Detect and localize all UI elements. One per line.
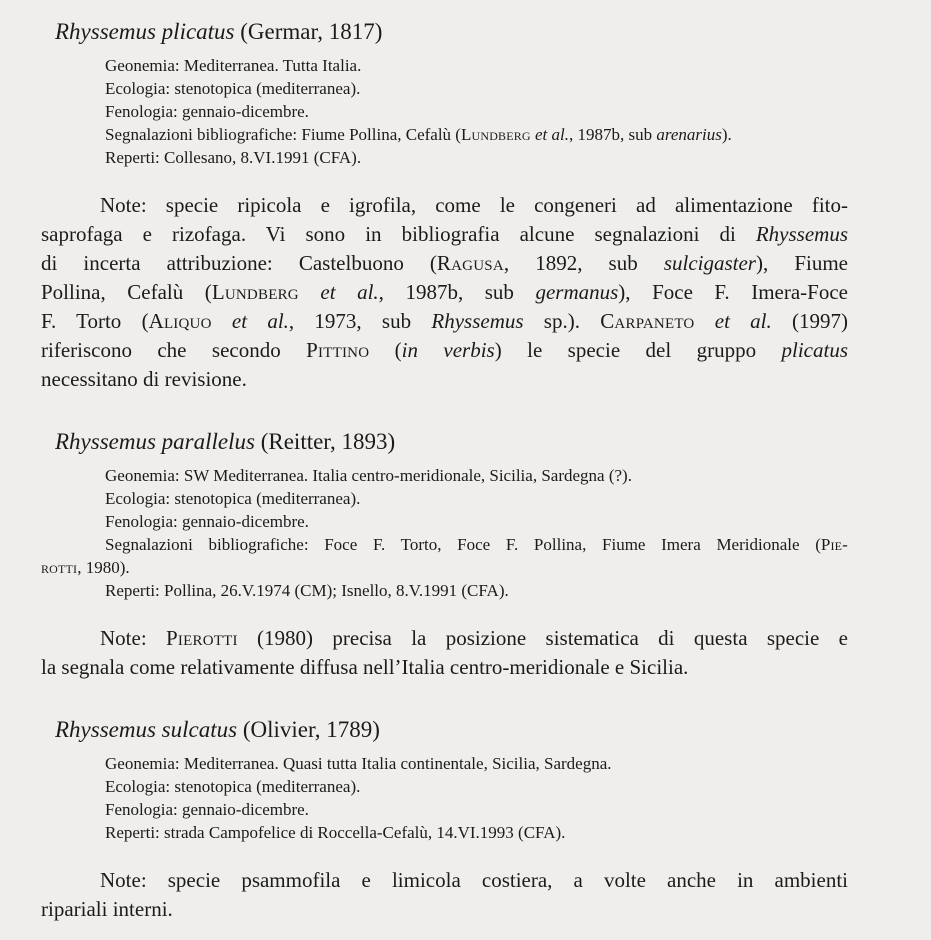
regular-text: ), Fiume	[755, 251, 848, 275]
regular-text: ), Foce F. Imera-Foce	[618, 280, 848, 304]
text-line	[41, 895, 848, 924]
species-entry	[41, 428, 848, 682]
detail-paragraph	[41, 464, 848, 487]
detail-paragraph	[41, 487, 848, 510]
species-heading	[55, 428, 848, 456]
regular-text: Ecologia: stenotopica (mediterranea).	[105, 777, 361, 796]
text-line	[41, 533, 848, 556]
regular-text: Geonemia: SW Mediterranea. Italia centro-meridionale, Sicilia, Sardegna (?).	[105, 466, 632, 485]
regular-text: Reperti: strada Campofelice di Roccella-Cefalù, 14.VI.1993 (CFA).	[105, 823, 566, 842]
species-note-paragraph	[41, 624, 848, 682]
text-line	[41, 146, 848, 169]
smallcaps-author-name: Carpaneto	[600, 309, 695, 333]
regular-text: (1997)	[771, 309, 848, 333]
regular-text: , 1892, sub	[503, 251, 664, 275]
detail-paragraph	[41, 77, 848, 100]
text-line	[41, 278, 848, 307]
italic-text: in verbis	[401, 338, 495, 362]
italic-text: Rhyssemus	[431, 309, 524, 333]
smallcaps-author-name: Lundberg	[460, 125, 531, 144]
regular-text: Segnalazioni bibliografiche: Fiume Pollina, Cefalù (	[105, 125, 461, 144]
regular-text: F. Torto (	[41, 309, 149, 333]
regular-text: , 1987b, sub	[568, 125, 657, 144]
italic-text: Rhyssemus sulcatus	[55, 717, 238, 742]
smallcaps-author-name: Pittino	[306, 338, 370, 362]
italic-text: Rhyssemus	[755, 222, 848, 246]
regular-text: ) le specie del gruppo	[494, 338, 782, 362]
regular-text: Fenologia: gennaio-dicembre.	[105, 800, 309, 819]
species-details	[41, 752, 848, 844]
regular-text: saprofaga e rizofaga. Vi sono in bibliografia alcune segnalazioni di	[41, 222, 756, 246]
regular-text: (Olivier, 1789)	[237, 717, 380, 742]
regular-text: Ecologia: stenotopica (mediterranea).	[105, 79, 361, 98]
text-line	[41, 100, 848, 123]
regular-text: la segnala come relativamente diffusa nell’Italia centro-meridionale e Sicilia.	[41, 655, 689, 679]
text-line	[41, 336, 848, 365]
regular-text: (Reitter, 1893)	[254, 429, 396, 454]
italic-text: et al.	[231, 309, 289, 333]
detail-paragraph	[41, 579, 848, 602]
italic-text: et al.	[714, 309, 772, 333]
text-line	[41, 307, 848, 336]
text-line	[41, 365, 848, 394]
text-line	[41, 752, 848, 775]
text-line	[41, 54, 848, 77]
regular-text: (	[369, 338, 402, 362]
text-line	[41, 798, 848, 821]
regular-text: Ecologia: stenotopica (mediterranea).	[105, 489, 361, 508]
regular-text: Segnalazioni bibliografiche: Foce F. Torto, Foce F. Pollina, Fiume Imera Meridionale (	[105, 535, 821, 554]
detail-paragraph	[41, 752, 848, 775]
species-entry	[41, 18, 848, 394]
regular-text: , 1973, sub	[288, 309, 432, 333]
italic-text: Rhyssemus parallelus	[55, 429, 255, 454]
detail-paragraph	[41, 100, 848, 123]
detail-paragraph	[41, 146, 848, 169]
regular-text: Fenologia: gennaio-dicembre.	[105, 102, 309, 121]
regular-text: Reperti: Pollina, 26.V.1974 (CM); Isnello, 8.V.1991 (CFA).	[105, 581, 509, 600]
text-line	[41, 579, 848, 602]
smallcaps-author-name: Aliquo	[148, 309, 212, 333]
regular-text: (Germar, 1817)	[234, 19, 383, 44]
italic-text: arenarius	[656, 125, 722, 144]
species-details	[41, 464, 848, 602]
detail-paragraph	[41, 798, 848, 821]
species-entry	[41, 716, 848, 924]
text-line	[41, 821, 848, 844]
regular-text: Fenologia: gennaio-dicembre.	[105, 512, 309, 531]
detail-paragraph	[41, 533, 848, 579]
detail-paragraph	[41, 775, 848, 798]
regular-text: Note:	[100, 626, 167, 650]
regular-text	[299, 280, 321, 304]
species-heading	[55, 716, 848, 744]
regular-text: ).	[721, 125, 732, 144]
detail-paragraph	[41, 821, 848, 844]
italic-text: sulcigaster	[663, 251, 756, 275]
regular-text: Pollina, Cefalù (	[41, 280, 212, 304]
regular-text: Note: specie psammofila e limicola costiera, a volte anche in ambienti	[100, 868, 848, 892]
regular-text: , 1980).	[77, 558, 130, 577]
regular-text: sp.).	[523, 309, 601, 333]
species-heading	[55, 18, 848, 46]
regular-text: riferiscono che secondo	[41, 338, 307, 362]
text-line	[41, 556, 848, 579]
regular-text: Reperti: Collesano, 8.VI.1991 (CFA).	[105, 148, 362, 167]
text-line	[41, 123, 848, 146]
italic-text: plicatus	[781, 338, 849, 362]
italic-text: Rhyssemus plicatus	[55, 19, 235, 44]
smallcaps-author-name: Pie-	[820, 535, 848, 554]
smallcaps-author-name: Pierotti	[166, 626, 238, 650]
regular-text: Geonemia: Mediterranea. Tutta Italia.	[105, 56, 362, 75]
detail-paragraph	[41, 54, 848, 77]
regular-text: (1980) precisa la posizione sistematica di questa specie e	[237, 626, 848, 650]
text-line	[41, 487, 848, 510]
species-note-paragraph	[41, 191, 848, 394]
text-line	[41, 249, 848, 278]
detail-paragraph	[41, 510, 848, 533]
detail-paragraph	[41, 123, 848, 146]
smallcaps-author-name: rotti	[41, 558, 78, 577]
text-line	[41, 510, 848, 533]
italic-text: et al.	[320, 280, 379, 304]
text-line	[41, 220, 848, 249]
regular-text	[694, 309, 714, 333]
species-details	[41, 54, 848, 169]
regular-text: Geonemia: Mediterranea. Quasi tutta Italia continentale, Sicilia, Sardegna.	[105, 754, 612, 773]
text-line	[41, 775, 848, 798]
italic-text: et al.	[534, 125, 569, 144]
text-line	[41, 624, 848, 653]
regular-text: di incerta attribuzione: Castelbuono (	[41, 251, 437, 275]
regular-text: Note: specie ripicola e igrofila, come le congeneri ad alimentazione fito-	[100, 193, 848, 217]
regular-text: , 1987b, sub	[378, 280, 536, 304]
regular-text: ripariali interni.	[41, 897, 173, 921]
text-line	[41, 464, 848, 487]
text-line	[41, 191, 848, 220]
smallcaps-author-name: Lundberg	[211, 280, 299, 304]
regular-text	[212, 309, 232, 333]
regular-text: necessitano di revisione.	[41, 367, 247, 391]
italic-text: germanus	[535, 280, 619, 304]
text-line	[41, 653, 848, 682]
text-line	[41, 866, 848, 895]
species-note-paragraph	[41, 866, 848, 924]
text-line	[41, 77, 848, 100]
smallcaps-author-name: Ragusa	[436, 251, 504, 275]
